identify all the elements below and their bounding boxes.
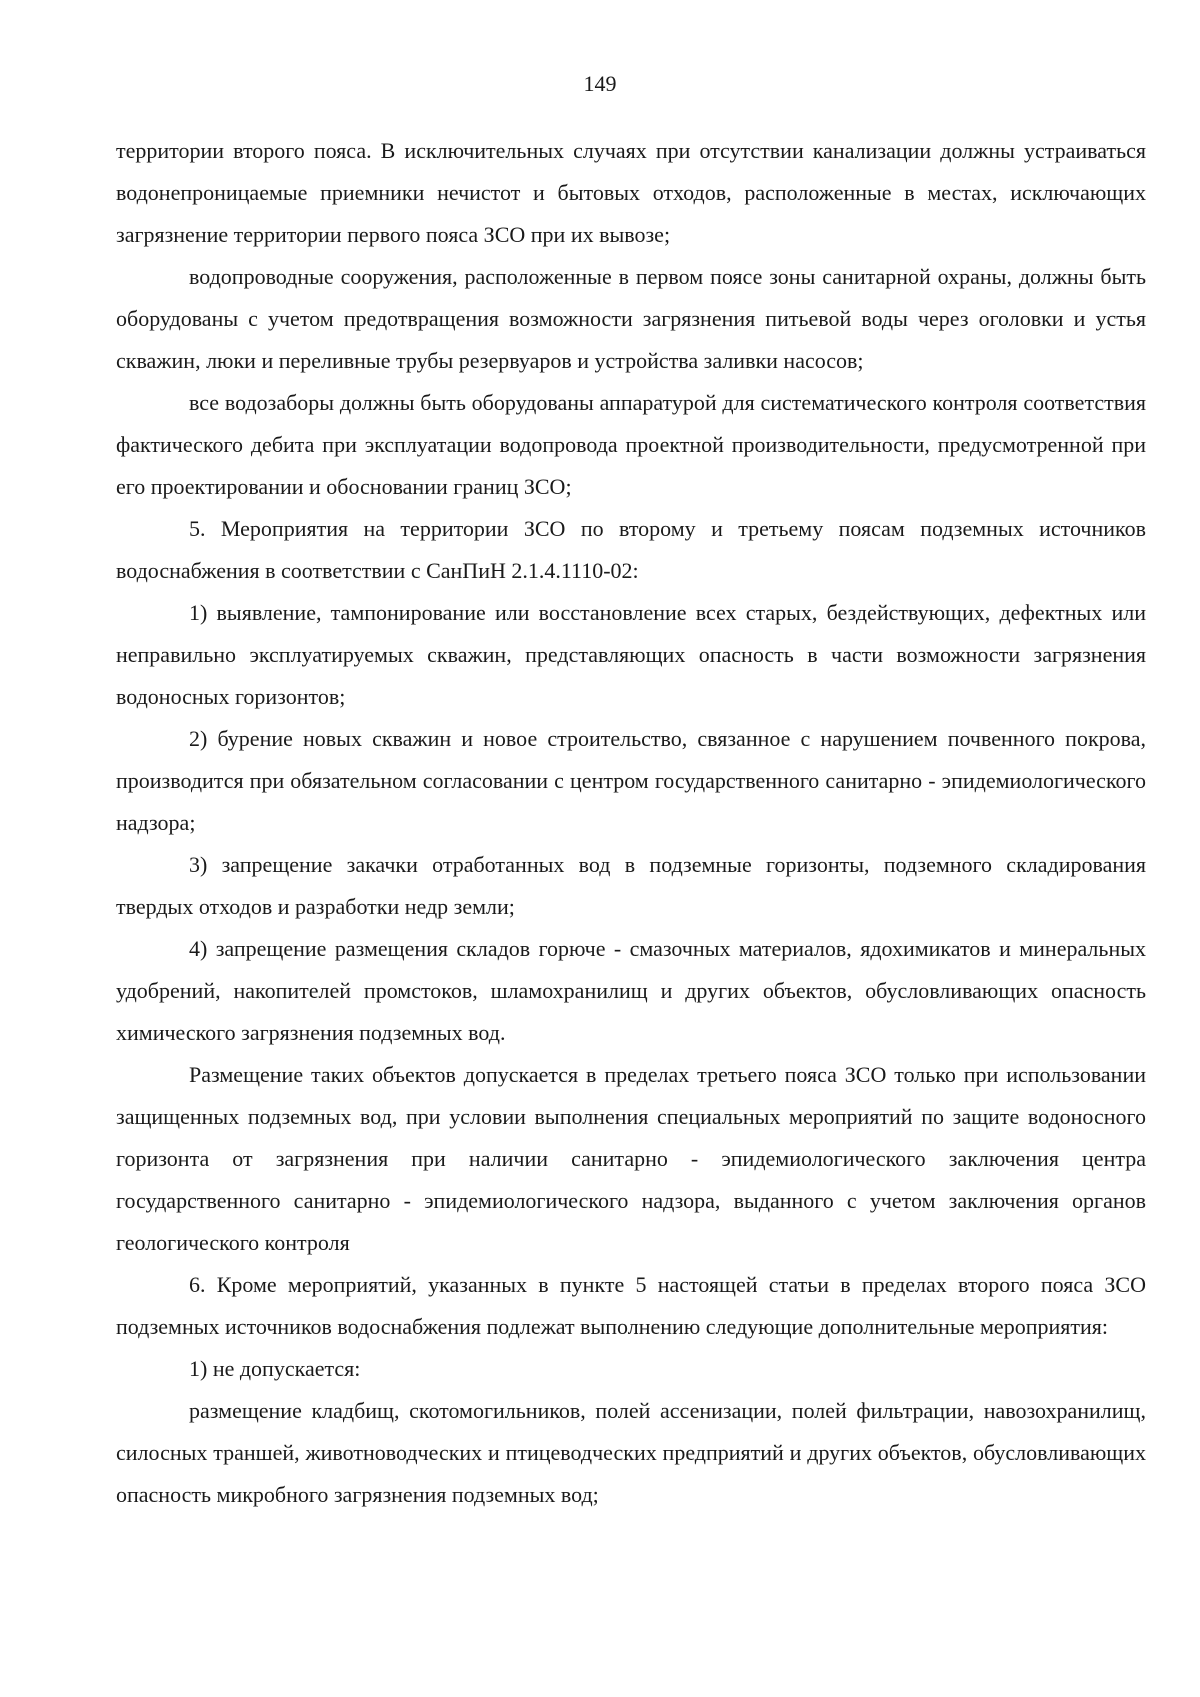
paragraph-water-structures: водопроводные сооружения, расположенные в первом поясе зоны санитарной охраны, должны быть оборудованы с учетом предотвращения возможности загрязнения питьевой воды через оголовки и устья скважин, люки и переливные трубы резервуаров и устройства заливки насосов; [116,264,1146,373]
paragraph-item-5-3: 3) запрещение закачки отработанных вод в подземные горизонты, подземного складирования твердых отходов и разработки недр земли; [116,852,1146,919]
document-body [116,130,1146,1516]
paragraph-item-6-1: 1) не допускается: [189,1356,361,1381]
paragraph-placement-prohibited: размещение кладбищ, скотомогильников, полей ассенизации, полей фильтрации, навозохранилищ, силосных траншей, животноводческих и птицеводческих предприятий и других объектов, обусловливающих опасность микробного загрязнения подземных вод; [116,1398,1146,1507]
paragraph-water-intakes: все водозаборы должны быть оборудованы аппаратурой для систематического контроля соответствия фактического дебита при эксплуатации водопровода проектной производительности, предусмотренной при его проектировании и обосновании границ ЗСО; [116,390,1146,499]
paragraph-item-5-4: 4) запрещение размещения складов горюче - смазочных материалов, ядохимикатов и минеральных удобрений, накопителей промстоков, шламохранилищ и других объектов, обусловливающих опасность химического загрязнения подземных вод. [116,936,1146,1045]
paragraph-item-5-2: 2) бурение новых скважин и новое строительство, связанное с нарушением почвенного покрова, производится при обязательном согласовании с центром государственного санитарно - эпидемиологического надзора; [116,726,1146,835]
paragraph-item-5-1: 1) выявление, тампонирование или восстановление всех старых, бездействующих, дефектных или неправильно эксплуатируемых скважин, представляющих опасность в части возможности загрязнения водоносных горизонтов; [116,600,1146,709]
paragraph-item-5: 5. Мероприятия на территории ЗСО по второму и третьему поясам подземных источников водоснабжения в соответствии с СанПиН 2.1.4.1110-02: [116,516,1146,583]
paragraph-placement: Размещение таких объектов допускается в пределах третьего пояса ЗСО только при использовании защищенных подземных вод, при условии выполнения специальных мероприятий по защите водоносного горизонта от загрязнения при наличии санитарно - эпидемиологического заключения центра государственного санитарно - эпидемиологического надзора, выданного с учетом заключения органов геологического контроля [116,1062,1146,1255]
paragraph-continuation: территории второго пояса. В исключительных случаях при отсутствии канализации должны устраиваться водонепроницаемые приемники нечистот и бытовых отходов, расположенные в местах, исключающих загрязнение территории первого пояса ЗСО при их вывозе; [116,138,1146,247]
paragraph-item-6: 6. Кроме мероприятий, указанных в пункте 5 настоящей статьи в пределах второго пояса ЗСО подземных источников водоснабжения подлежат выполнению следующие дополнительные мероприятия: [116,1272,1146,1339]
page-number: 149 [583,71,617,96]
